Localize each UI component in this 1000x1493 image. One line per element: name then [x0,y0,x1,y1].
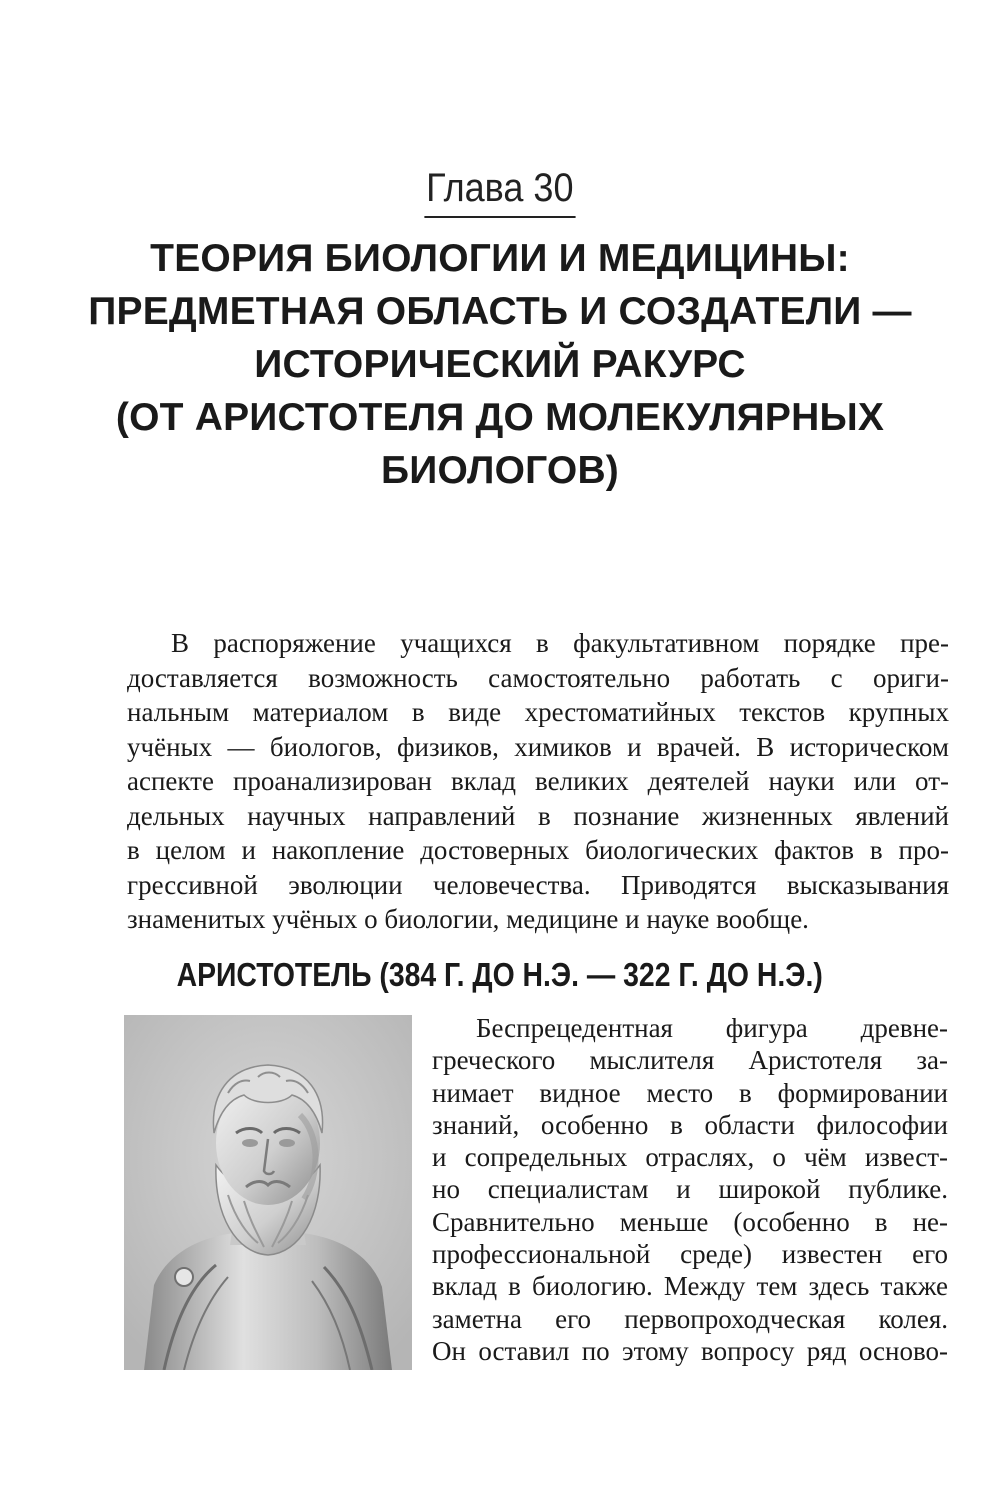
chapter-title-line: (ОТ АРИСТОТЕЛЯ ДО МОЛЕКУЛЯРНЫХ [115,396,885,439]
text-line: нимает видное место в формировании [432,1077,948,1108]
text-line: Сравнительно меньше (особенно в не- [432,1206,948,1237]
aristotle-bust-portrait [124,1015,412,1370]
text-line: но специалистам и широкой публике. [432,1174,948,1205]
text-line: Беспрецедентная фигура древне- [476,1013,948,1043]
text-line: В распоряжение учащихся в факультативном порядке пре- [171,628,949,658]
text-line: вклад в биологию. Между тем здесь также [432,1271,948,1302]
text-line: нальным материалом в виде хрестоматийных текстов крупных [127,697,949,727]
text-line: грессивной эволюции человечества. Приводятся высказывания [127,869,949,900]
text-line: заметна его первопроходческая колея. [432,1303,948,1334]
chapter-label [0,164,1000,218]
text-line: греческого мыслителя Аристотеля за- [432,1045,948,1076]
chapter-title-line: БИОЛОГОВ) [380,449,619,492]
text-line: дельных научных направлений в познание жизненных явлений [127,800,949,831]
chapter-title-line: ПРЕДМЕТНАЯ ОБЛАСТЬ И СОЗДАТЕЛИ — [88,290,912,333]
section-heading-text: АРИСТОТЕЛЬ (384 Г. ДО Н.Э. — 322 Г. ДО Н.Э.) [176,956,824,993]
section-heading [0,953,1000,997]
text-line: доставляется возможность самостоятельно работать с ориги- [127,662,949,693]
text-line: профессиональной среде) известен его [432,1239,948,1270]
text-line: в целом и накопление достоверных биологических фактов в про- [127,835,949,865]
chapter-number: Глава 30 [425,164,576,218]
text-line: и сопредельных отраслях, о чём извест- [432,1142,948,1173]
text-line: знаменитых учёных о биологии, медицине и науке вообще. [127,904,809,934]
text-line: учёных — биологов, физиков, химиков и врачей. В историческом [127,731,949,762]
chapter-title-line: ТЕОРИЯ БИОЛОГИИ И МЕДИЦИНЫ: [150,237,850,280]
text-line: Он оставил по этому вопросу ряд осново- [432,1335,948,1366]
bust-illustration [124,1015,412,1370]
chapter-title-line: ИСТОРИЧЕСКИЙ РАКУРС [254,343,746,386]
text-line: аспекте проанализирован вклад великих деятелей науки или от- [127,766,949,796]
chapter-title [60,232,940,497]
aristotle-paragraph [432,1012,948,1367]
text-line: знаний, особенно в области философии [432,1109,948,1140]
intro-paragraph [127,626,949,937]
